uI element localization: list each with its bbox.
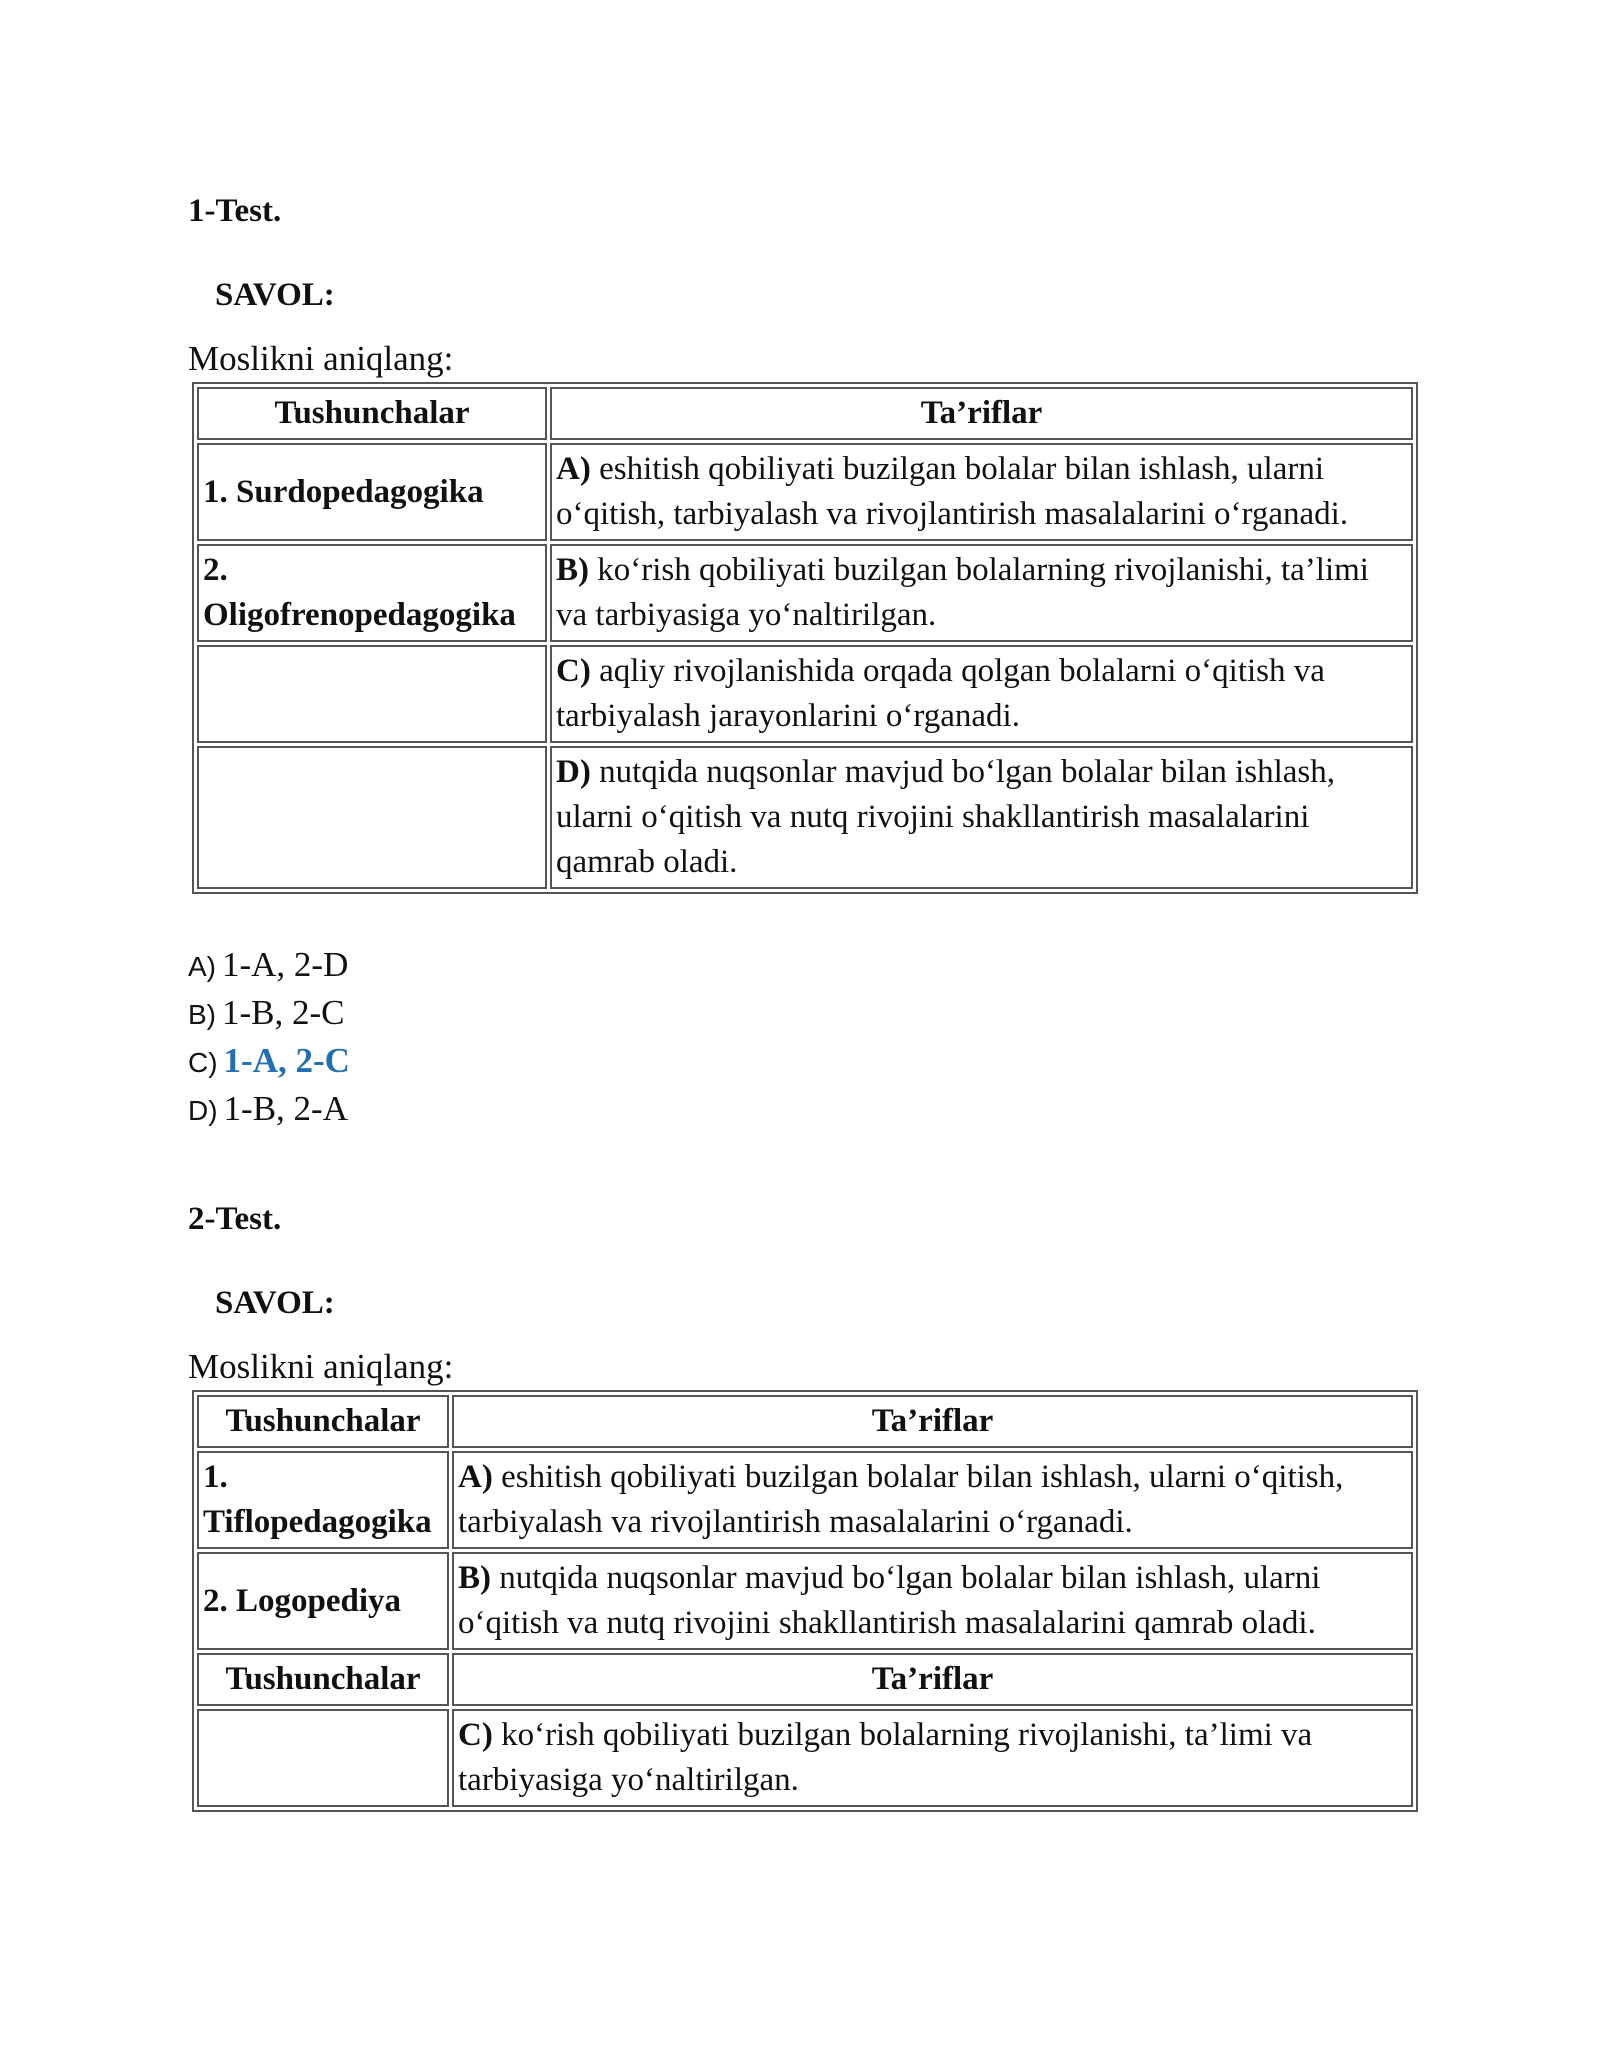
answer-option-c-correct[interactable] (188, 1038, 1420, 1086)
definition-cell (550, 645, 1413, 743)
option-label: C) (188, 1047, 218, 1078)
definition-text: ko‘rish qobiliyati buzilgan bolalarning rivojlanishi, ta’limi va tarbiyasiga yo‘naltirilgan. (458, 1717, 1313, 1798)
test-1 (188, 186, 1420, 1134)
term-cell: 1. Tiflopedagogika (197, 1451, 449, 1549)
definition-cell (452, 1552, 1413, 1650)
option-label: D) (188, 1095, 218, 1126)
definition-cell (550, 443, 1413, 541)
question-text: Moslikni aniqlang: (188, 339, 454, 378)
definition-text: eshitish qobiliyati buzilgan bolalar bilan ishlash, ularni o‘qitish, tarbiyalash va rivojlantirish masalalarini o‘rganadi. (556, 451, 1349, 532)
option-value: 1-B, 2-A (223, 1089, 348, 1128)
column-header-definitions: Ta’riflar (550, 387, 1413, 440)
definition-text: nutqida nuqsonlar mavjud bo‘lgan bolalar bilan ishlash, ularni o‘qitish va nutq rivojini shakllantirish masalalarini qamrab oladi. (556, 754, 1336, 880)
answer-option-d[interactable] (188, 1086, 1420, 1134)
definition-text: ko‘rish qobiliyati buzilgan bolalarning rivojlanishi, ta’limi va tarbiyasiga yo‘naltirilgan. (556, 552, 1369, 633)
definition-letter: D) (556, 754, 591, 790)
test-title: 1-Test. (188, 193, 282, 229)
table-row (197, 1709, 1413, 1807)
table-row (197, 1552, 1413, 1650)
term-cell: 2. Logopediya (197, 1552, 449, 1650)
term-cell: 2. Oligofrenopedagogika (197, 544, 547, 642)
definition-letter: A) (556, 451, 591, 487)
term-cell: 1. Surdopedagogika (197, 443, 547, 541)
matching-table (192, 1390, 1418, 1812)
table-row (197, 746, 1413, 889)
question-heading: SAVOL: (215, 1285, 335, 1321)
option-value: 1-A, 2-D (222, 945, 349, 984)
table-row (197, 443, 1413, 541)
document (188, 186, 1420, 1812)
question-text: Moslikni aniqlang: (188, 1347, 454, 1386)
option-value-highlighted: 1-A, 2-C (223, 1041, 350, 1080)
matching-table (192, 382, 1418, 894)
term-cell (197, 746, 547, 889)
definition-letter: A) (458, 1459, 493, 1495)
table-header-row (197, 387, 1413, 440)
test-title: 2-Test. (188, 1201, 282, 1237)
table-row (197, 544, 1413, 642)
definition-cell (452, 1709, 1413, 1807)
definition-letter: C) (458, 1717, 493, 1753)
definition-cell (550, 746, 1413, 889)
definition-text: eshitish qobiliyati buzilgan bolalar bilan ishlash, ularni o‘qitish, tarbiyalash va rivojlantirish masalalarini o‘rganadi. (458, 1459, 1344, 1540)
definition-letter: C) (556, 653, 591, 689)
table-row (197, 645, 1413, 743)
table-header-row (197, 1395, 1413, 1448)
question-heading: SAVOL: (215, 277, 335, 313)
definition-text: aqliy rivojlanishida orqada qolgan bolalarni o‘qitish va tarbiyalash jarayonlarini o‘rganadi. (556, 653, 1325, 734)
term-cell (197, 1709, 449, 1807)
column-header-concepts: Tushunchalar (197, 1653, 449, 1706)
definition-letter: B) (458, 1560, 491, 1596)
option-value: 1-B, 2-C (222, 993, 345, 1032)
table-header-row-repeat (197, 1653, 1413, 1706)
table-row (197, 1451, 1413, 1549)
definition-text: nutqida nuqsonlar mavjud bo‘lgan bolalar bilan ishlash, ularni o‘qitish va nutq rivojini shakllantirish masalalarini qamrab oladi. (458, 1560, 1321, 1641)
column-header-concepts: Tushunchalar (197, 1395, 449, 1448)
test-2 (188, 1194, 1420, 1812)
answer-options (188, 942, 1420, 1134)
term-cell (197, 645, 547, 743)
option-label: B) (188, 999, 216, 1030)
column-header-definitions: Ta’riflar (452, 1653, 1413, 1706)
definition-cell (550, 544, 1413, 642)
definition-cell (452, 1451, 1413, 1549)
option-label: A) (188, 951, 216, 982)
answer-option-a[interactable] (188, 942, 1420, 990)
definition-letter: B) (556, 552, 589, 588)
column-header-definitions: Ta’riflar (452, 1395, 1413, 1448)
column-header-concepts: Tushunchalar (197, 387, 547, 440)
answer-option-b[interactable] (188, 990, 1420, 1038)
